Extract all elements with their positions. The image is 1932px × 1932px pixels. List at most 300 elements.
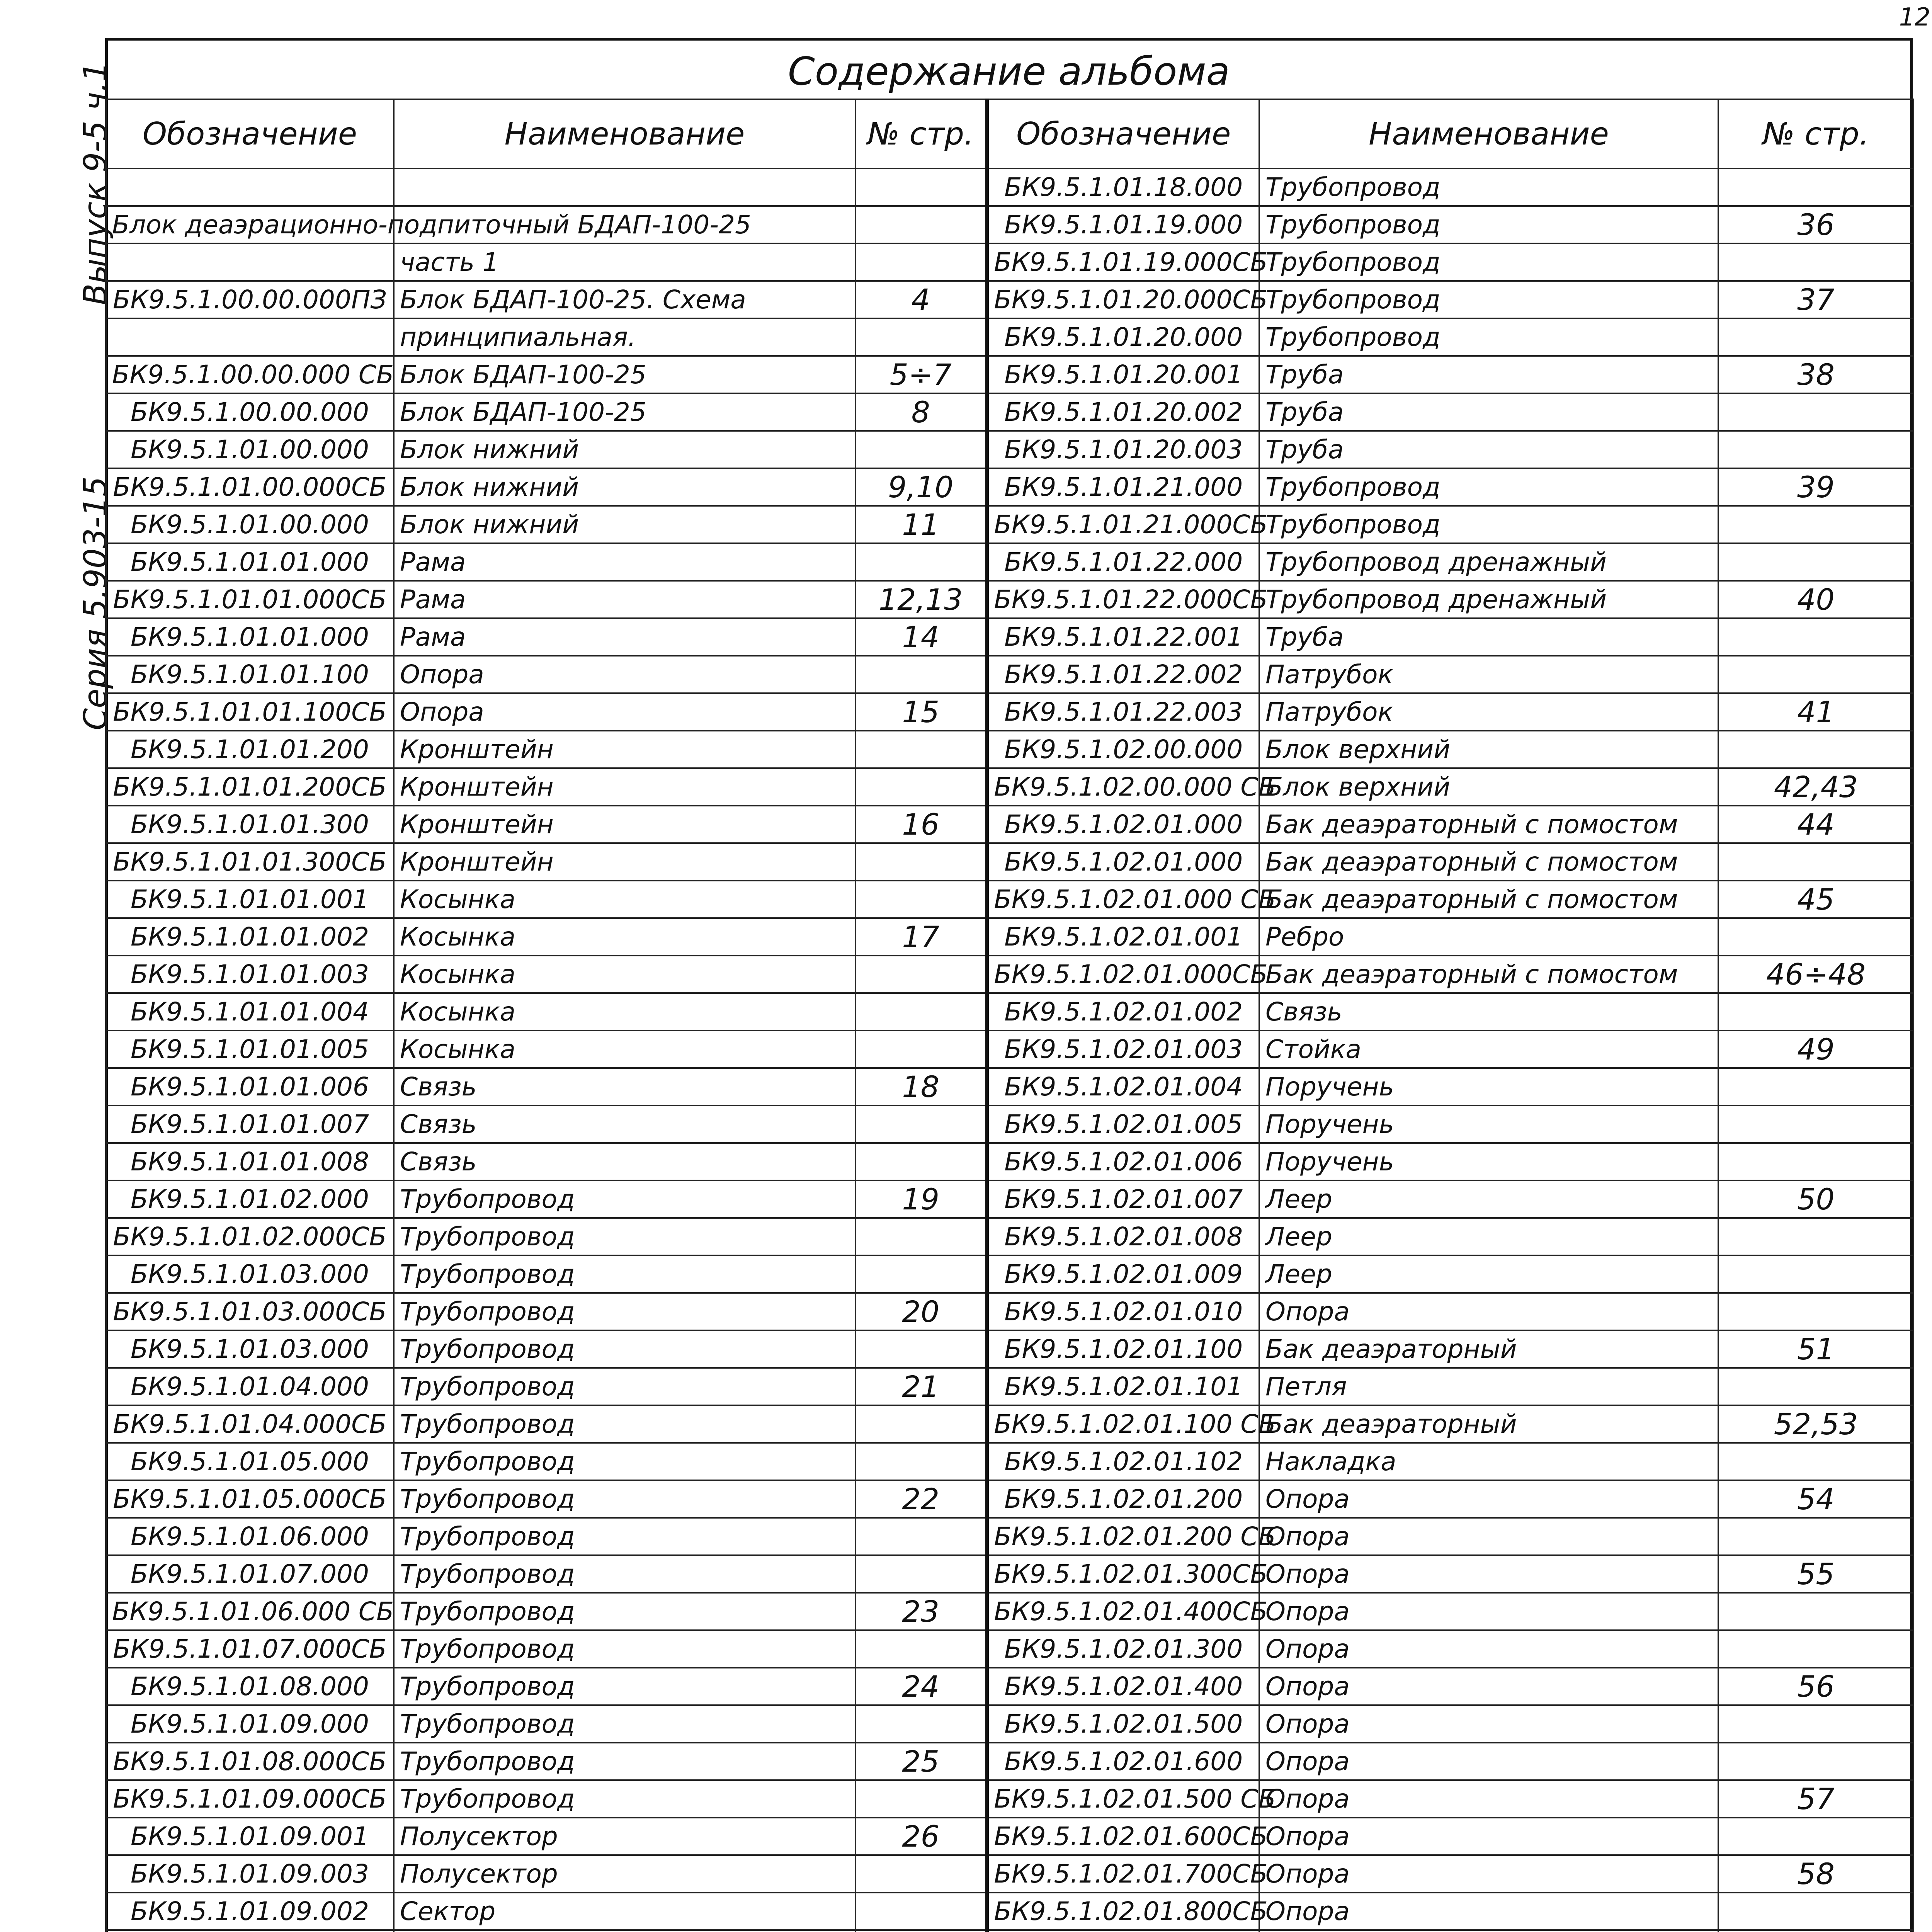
row-name: Блок нижний: [394, 506, 855, 543]
row-page: [1718, 1068, 1913, 1105]
row-designation: БК9.5.1.02.00.000: [987, 731, 1259, 768]
row-page: 4: [855, 281, 987, 318]
row-name: Трубопровод: [1259, 243, 1718, 281]
row-name: Кронштейн: [394, 768, 855, 806]
row-designation: БК9.5.1.01.01.001: [106, 881, 394, 918]
row-designation: БК9.5.1.02.01.200 СБ: [987, 1518, 1259, 1555]
row-name: Связь: [394, 1143, 855, 1180]
table-row: [106, 843, 1913, 881]
table-row: [106, 1443, 1913, 1480]
row-name: Накладка: [1259, 1443, 1718, 1480]
row-designation: БК9.5.1.01.02.000СБ: [106, 1218, 394, 1255]
row-page: 22: [855, 1480, 987, 1518]
row-designation: БК9.5.1.01.07.000: [106, 1555, 394, 1593]
row-name: Опора: [1259, 1705, 1718, 1743]
table-row: [106, 693, 1913, 731]
row-page: [855, 1405, 987, 1443]
table-row: [106, 168, 1913, 206]
row-name: Поручень: [1259, 1105, 1718, 1143]
table-row: [106, 1405, 1913, 1443]
row-designation: БК9.5.1.01.05.000СБ: [106, 1480, 394, 1518]
row-designation: БК9.5.1.01.19.000: [987, 206, 1259, 243]
table-row: [106, 1480, 1913, 1518]
row-page: [855, 1780, 987, 1818]
row-page: [1718, 1293, 1913, 1330]
row-page: 39: [1718, 468, 1913, 506]
row-page: 19: [855, 1180, 987, 1218]
row-designation: БК9.5.1.01.09.002: [106, 1893, 394, 1930]
row-designation: БК9.5.1.01.03.000СБ: [106, 1293, 394, 1330]
row-name: Трубопровод: [394, 1293, 855, 1330]
row-page: [855, 1705, 987, 1743]
row-name: Трубопровод: [1259, 281, 1718, 318]
row-name: Патрубок: [1259, 693, 1718, 731]
row-name: Ребро: [1259, 918, 1718, 956]
row-designation: БК9.5.1.01.08.000: [106, 1668, 394, 1705]
table-row: [106, 1518, 1913, 1555]
row-page: [1718, 731, 1913, 768]
table-row: [106, 956, 1913, 993]
row-page: [1718, 1893, 1913, 1930]
row-name: Леер: [1259, 1180, 1718, 1218]
table-row: [106, 618, 1913, 656]
table-row: [106, 243, 1913, 281]
row-name: Опора: [394, 693, 855, 731]
row-designation: БК9.5.1.01.22.001: [987, 618, 1259, 656]
row-designation: БК9.5.1.01.01.100: [106, 656, 394, 693]
row-designation: БК9.5.1.01.09.003: [106, 1855, 394, 1893]
page-number: 12: [1899, 3, 1930, 32]
row-designation: БК9.5.1.02.01.100: [987, 1330, 1259, 1368]
row-page: [1718, 1443, 1913, 1480]
row-designation: БК9.5.1.02.01.009: [987, 1255, 1259, 1293]
table-row: [106, 1143, 1913, 1180]
row-page: [855, 1255, 987, 1293]
row-name: Бак деаэраторный с помостом: [1259, 843, 1718, 881]
row-designation: БК9.5.1.01.22.003: [987, 693, 1259, 731]
row-page: 17: [855, 918, 987, 956]
row-page: 25: [855, 1743, 987, 1780]
row-page: [1718, 1255, 1913, 1293]
row-name: Трубопровод дренажный: [1259, 543, 1718, 581]
table-row: [106, 581, 1913, 618]
row-designation: БК9.5.1.01.22.000СБ: [987, 581, 1259, 618]
row-name: Косынка: [394, 881, 855, 918]
row-name: Косынка: [394, 956, 855, 993]
row-page: 26: [855, 1818, 987, 1855]
row-designation: БК9.5.1.02.01.006: [987, 1143, 1259, 1180]
row-name: Опора: [394, 656, 855, 693]
row-designation: БК9.5.1.02.01.300СБ: [987, 1555, 1259, 1593]
row-page: 5÷7: [855, 356, 987, 393]
row-page: [855, 431, 987, 468]
contents-table: [105, 99, 1914, 1932]
row-name: Петля: [1259, 1368, 1718, 1405]
row-page: 36: [1718, 206, 1913, 243]
row-name: Блок нижний: [394, 468, 855, 506]
table-row: [106, 1930, 1913, 1932]
document-title: Содержание альбома: [788, 49, 1230, 94]
row-page: [1718, 168, 1913, 206]
row-page: [1718, 1368, 1913, 1405]
row-page: [1718, 1705, 1913, 1743]
row-page: 18: [855, 1068, 987, 1105]
table-row: [106, 806, 1913, 843]
row-name: Опора: [1259, 1518, 1718, 1555]
row-page: [1718, 618, 1913, 656]
row-name: Опора: [1259, 1855, 1718, 1893]
row-name: Труба: [1259, 618, 1718, 656]
row-designation: БК9.5.1.02.01.008: [987, 1218, 1259, 1255]
row-page: [855, 1143, 987, 1180]
row-designation: БК9.5.1.01.22.000: [987, 543, 1259, 581]
row-page: [1718, 843, 1913, 881]
row-name: Опора: [1259, 1293, 1718, 1330]
row-designation: БК9.5.1.02.01.000 СБ: [987, 881, 1259, 918]
row-page: [1718, 1218, 1913, 1255]
row-page: 40: [1718, 581, 1913, 618]
table-row: [106, 993, 1913, 1031]
header-name: Наименование: [1259, 99, 1718, 168]
table-row: [106, 1893, 1913, 1930]
row-name: Трубопровод: [394, 1443, 855, 1480]
row-page: 46÷48: [1718, 956, 1913, 993]
row-page: [855, 656, 987, 693]
row-designation: БК9.5.1.01.01.200: [106, 731, 394, 768]
row-designation: БК9.5.1.02.01.007: [987, 1180, 1259, 1218]
row-designation: БК9.5.1.01.01.004: [106, 993, 394, 1031]
row-page: [1718, 1743, 1913, 1780]
row-page: [855, 243, 987, 281]
side-issue-label: Выпуск 9-5 ч.1: [77, 61, 114, 305]
row-page: 37: [1718, 281, 1913, 318]
row-designation: БК9.5.1.01.01.100СБ: [106, 693, 394, 731]
row-name: Блок верхний: [1259, 731, 1718, 768]
header-designation: Обозначение: [106, 99, 394, 168]
row-name: Опора: [1259, 1668, 1718, 1705]
row-name: Кронштейн: [394, 731, 855, 768]
row-name: Рама: [394, 618, 855, 656]
row-page: [1718, 243, 1913, 281]
table-row: [106, 1105, 1913, 1143]
row-name: Трубопровод: [394, 1630, 855, 1668]
row-page: [1718, 1518, 1913, 1555]
row-designation: [106, 243, 394, 281]
row-page: [1718, 656, 1913, 693]
row-name: Трубопровод: [1259, 168, 1718, 206]
row-name: Труба: [1259, 356, 1718, 393]
row-name: Поручень: [1259, 1143, 1718, 1180]
row-page: [1718, 1143, 1913, 1180]
row-page: 23: [855, 1593, 987, 1630]
row-name: Трубопровод: [394, 1705, 855, 1743]
row-name: Трубопровод: [394, 1743, 855, 1780]
side-series-label: Серия 5.903-15: [77, 476, 114, 730]
row-designation: БК9.5.1.01.04.000: [106, 1368, 394, 1405]
row-designation: БК9.5.1.01.20.000СБ: [987, 281, 1259, 318]
row-page: [1718, 506, 1913, 543]
row-name: Трубопровод: [394, 1405, 855, 1443]
row-designation: БК9.5.1.02.01.600СБ: [987, 1818, 1259, 1855]
row-page: 51: [1718, 1330, 1913, 1368]
row-page: [1718, 393, 1913, 431]
table-row: [106, 768, 1913, 806]
row-name: [394, 1930, 855, 1932]
row-designation: БК9.5.1.01.20.002: [987, 393, 1259, 431]
row-page: [855, 1443, 987, 1480]
row-page: 57: [1718, 1780, 1913, 1818]
row-designation: [106, 1930, 394, 1932]
row-name: Кронштейн: [394, 806, 855, 843]
row-designation: БК9.5.1.01.01.005: [106, 1031, 394, 1068]
row-page: [855, 168, 987, 206]
row-page: 49: [1718, 1031, 1913, 1068]
table-row: [106, 1068, 1913, 1105]
row-page: [855, 206, 987, 243]
row-designation: БК9.5.1.00.00.000ПЗ: [106, 281, 394, 318]
row-designation: БК9.5.1.01.21.000: [987, 468, 1259, 506]
row-name: Косынка: [394, 993, 855, 1031]
row-name: Рама: [394, 543, 855, 581]
row-designation: БК9.5.1.01.18.000: [987, 168, 1259, 206]
row-page: [855, 881, 987, 918]
row-name: Связь: [394, 1068, 855, 1105]
row-name: Труба: [1259, 393, 1718, 431]
row-name: Трубопровод: [394, 1593, 855, 1630]
row-name: Косынка: [394, 918, 855, 956]
row-page: [1718, 1930, 1913, 1932]
row-name: Поручень: [1259, 1068, 1718, 1105]
row-name: Опора: [1259, 1818, 1718, 1855]
row-designation: БК9.5.1.01.00.000СБ: [106, 468, 394, 506]
row-designation: БК9.5.1.01.06.000: [106, 1518, 394, 1555]
row-name: Бак деаэраторный с помостом: [1259, 956, 1718, 993]
row-designation: БК9.5.1.01.09.001: [106, 1818, 394, 1855]
table-row: [106, 506, 1913, 543]
row-name: Бак деаэраторный с помостом: [1259, 881, 1718, 918]
row-name: Труба: [1259, 431, 1718, 468]
row-designation: БК9.5.1.01.01.300: [106, 806, 394, 843]
row-designation: БК9.5.1.01.01.003: [106, 956, 394, 993]
row-page: 42,43: [1718, 768, 1913, 806]
row-designation: БК9.5.1.01.03.000: [106, 1255, 394, 1293]
row-page: 20: [855, 1293, 987, 1330]
row-designation: Блок деаэрационно-подпиточный БДАП-100-25: [106, 206, 394, 243]
row-name: Патрубок: [1259, 656, 1718, 693]
row-designation: БК9.5.1.02.01.500: [987, 1705, 1259, 1743]
table-row: [106, 356, 1913, 393]
row-page: [855, 1518, 987, 1555]
row-name: Трубопровод: [394, 1330, 855, 1368]
row-page: [1718, 1593, 1913, 1630]
row-page: [855, 1630, 987, 1668]
table-row: [106, 918, 1913, 956]
row-page: [855, 993, 987, 1031]
row-designation: БК9.5.1.02.01.102: [987, 1443, 1259, 1480]
row-designation: [106, 168, 394, 206]
row-designation: БК9.5.1.02.01.400: [987, 1668, 1259, 1705]
row-designation: БК9.5.1.02.01.005: [987, 1105, 1259, 1143]
row-page: 14: [855, 618, 987, 656]
row-name: Опора: [1259, 1780, 1718, 1818]
row-designation: БК9.5.1.01.02.000: [106, 1180, 394, 1218]
row-designation: БК9.5.1.01.07.000СБ: [106, 1630, 394, 1668]
table-row: [106, 1255, 1913, 1293]
row-name: Трубопровод: [394, 1218, 855, 1255]
row-page: [1718, 431, 1913, 468]
row-name: Трубопровод: [394, 1780, 855, 1818]
row-designation: БК9.5.1.00.00.000: [106, 393, 394, 431]
row-page: 38: [1718, 356, 1913, 393]
row-page: [1718, 318, 1913, 356]
row-designation: БК9.5.1.01.01.006: [106, 1068, 394, 1105]
row-name: Трубопровод: [394, 1555, 855, 1593]
row-page: [855, 731, 987, 768]
table-row: [106, 1180, 1913, 1218]
row-name: Бак деаэраторный: [1259, 1330, 1718, 1368]
row-page: 52,53: [1718, 1405, 1913, 1443]
row-page: [855, 1218, 987, 1255]
table-row: [106, 881, 1913, 918]
row-designation: БК9.5.1.01.19.000СБ: [987, 243, 1259, 281]
row-name: Полусектор: [394, 1818, 855, 1855]
row-designation: БК9.5.1.01.01.200СБ: [106, 768, 394, 806]
row-name: Сектор: [394, 1893, 855, 1930]
row-designation: БК9.5.1.01.21.000СБ: [987, 506, 1259, 543]
row-designation: БК9.5.1.01.20.003: [987, 431, 1259, 468]
table-row: [106, 393, 1913, 431]
row-designation: БК9.5.1.01.01.008: [106, 1143, 394, 1180]
row-designation: БК9.5.1.02.01.000: [987, 806, 1259, 843]
row-page: [855, 1893, 987, 1930]
row-page: [1718, 1630, 1913, 1668]
row-designation: БК9.5.1.01.01.300СБ: [106, 843, 394, 881]
table-header-row: [106, 99, 1913, 168]
row-name: Косынка: [394, 1031, 855, 1068]
table-row: [106, 1293, 1913, 1330]
row-name: Связь: [394, 1105, 855, 1143]
row-name: Опора: [1259, 1593, 1718, 1630]
row-name: Бак деаэраторный: [1259, 1405, 1718, 1443]
row-name: Леер: [1259, 1218, 1718, 1255]
row-designation: БК9.5.1.02.01.400СБ: [987, 1593, 1259, 1630]
row-name: Леер: [1259, 1255, 1718, 1293]
row-designation: БК9.5.1.01.08.000СБ: [106, 1743, 394, 1780]
row-designation: БК9.5.1.01.09.000СБ: [106, 1780, 394, 1818]
row-designation: БК9.5.1.01.09.000: [106, 1705, 394, 1743]
row-name: Трубопровод дренажный: [1259, 581, 1718, 618]
row-page: 41: [1718, 693, 1913, 731]
table-row: [106, 468, 1913, 506]
row-name: Связь: [1259, 993, 1718, 1031]
row-designation: БК9.5.1.01.22.002: [987, 656, 1259, 693]
row-page: [855, 768, 987, 806]
row-designation: БК9.5.1.02.01.002: [987, 993, 1259, 1031]
row-page: [855, 843, 987, 881]
row-name: Блок БДАП-100-25: [394, 356, 855, 393]
table-row: [106, 1555, 1913, 1593]
table-row: [106, 1368, 1913, 1405]
table-row: [106, 1218, 1913, 1255]
row-name: Полусектор: [394, 1855, 855, 1893]
row-name: [394, 168, 855, 206]
table-row: [106, 1855, 1913, 1893]
row-name: Трубопровод: [394, 1668, 855, 1705]
table-row: [106, 1743, 1913, 1780]
table-row: [106, 543, 1913, 581]
row-name: Трубопровод: [1259, 318, 1718, 356]
row-designation: БК9.5.1.02.01.000СБ: [987, 956, 1259, 993]
row-page: [1718, 993, 1913, 1031]
row-name: Трубопровод: [394, 1255, 855, 1293]
row-designation: БК9.5.1.01.05.000: [106, 1443, 394, 1480]
table-row: [106, 318, 1913, 356]
row-page: 9,10: [855, 468, 987, 506]
row-name: Трубопровод: [394, 1480, 855, 1518]
row-page: [855, 1855, 987, 1893]
row-designation: БК9.5.1.02.01.010: [987, 1293, 1259, 1330]
table-row: [106, 1818, 1913, 1855]
row-designation: БК9.5.1.01.00.000: [106, 431, 394, 468]
row-name: Трубопровод: [394, 1368, 855, 1405]
row-designation: БК9.5.1.01.04.000СБ: [106, 1405, 394, 1443]
row-page: 12,13: [855, 581, 987, 618]
row-name: Опора: [1259, 1743, 1718, 1780]
row-page: [855, 1031, 987, 1068]
row-page: 44: [1718, 806, 1913, 843]
row-designation: БК9.5.1.01.01.000: [106, 618, 394, 656]
table-row: [106, 1630, 1913, 1668]
row-designation: БК9.5.1.02.00.000 СБ: [987, 768, 1259, 806]
row-page: [1718, 918, 1913, 956]
row-name: принципиальная.: [394, 318, 855, 356]
table-row: [106, 1593, 1913, 1630]
row-designation: БК9.5.1.01.06.000 СБ: [106, 1593, 394, 1630]
row-name: часть 1: [394, 243, 855, 281]
header-designation: Обозначение: [987, 99, 1259, 168]
row-name: Опора: [1259, 1480, 1718, 1518]
row-name: Трубопровод: [394, 1518, 855, 1555]
row-designation: [987, 1930, 1259, 1932]
row-name: Блок нижний: [394, 431, 855, 468]
table-row: [106, 431, 1913, 468]
table-row: [106, 731, 1913, 768]
row-designation: БК9.5.1.01.20.000: [987, 318, 1259, 356]
row-designation: БК9.5.1.01.20.001: [987, 356, 1259, 393]
row-name: Трубопровод: [394, 1180, 855, 1218]
row-designation: БК9.5.1.02.01.004: [987, 1068, 1259, 1105]
row-page: [855, 318, 987, 356]
table-row: [106, 281, 1913, 318]
row-name: Трубопровод: [1259, 206, 1718, 243]
row-page: [855, 1930, 987, 1932]
row-page: 24: [855, 1668, 987, 1705]
row-name: Бак деаэраторный с помостом: [1259, 806, 1718, 843]
row-page: 21: [855, 1368, 987, 1405]
row-name: Кронштейн: [394, 843, 855, 881]
row-designation: БК9.5.1.01.00.000: [106, 506, 394, 543]
row-page: [855, 543, 987, 581]
row-name: Рама: [394, 581, 855, 618]
header-page: № стр.: [855, 99, 987, 168]
row-page: 55: [1718, 1555, 1913, 1593]
row-name: [1259, 1930, 1718, 1932]
row-page: 58: [1718, 1855, 1913, 1893]
row-designation: БК9.5.1.01.03.000: [106, 1330, 394, 1368]
row-designation: БК9.5.1.02.01.100 СБ: [987, 1405, 1259, 1443]
row-page: 15: [855, 693, 987, 731]
row-name: Блок верхний: [1259, 768, 1718, 806]
